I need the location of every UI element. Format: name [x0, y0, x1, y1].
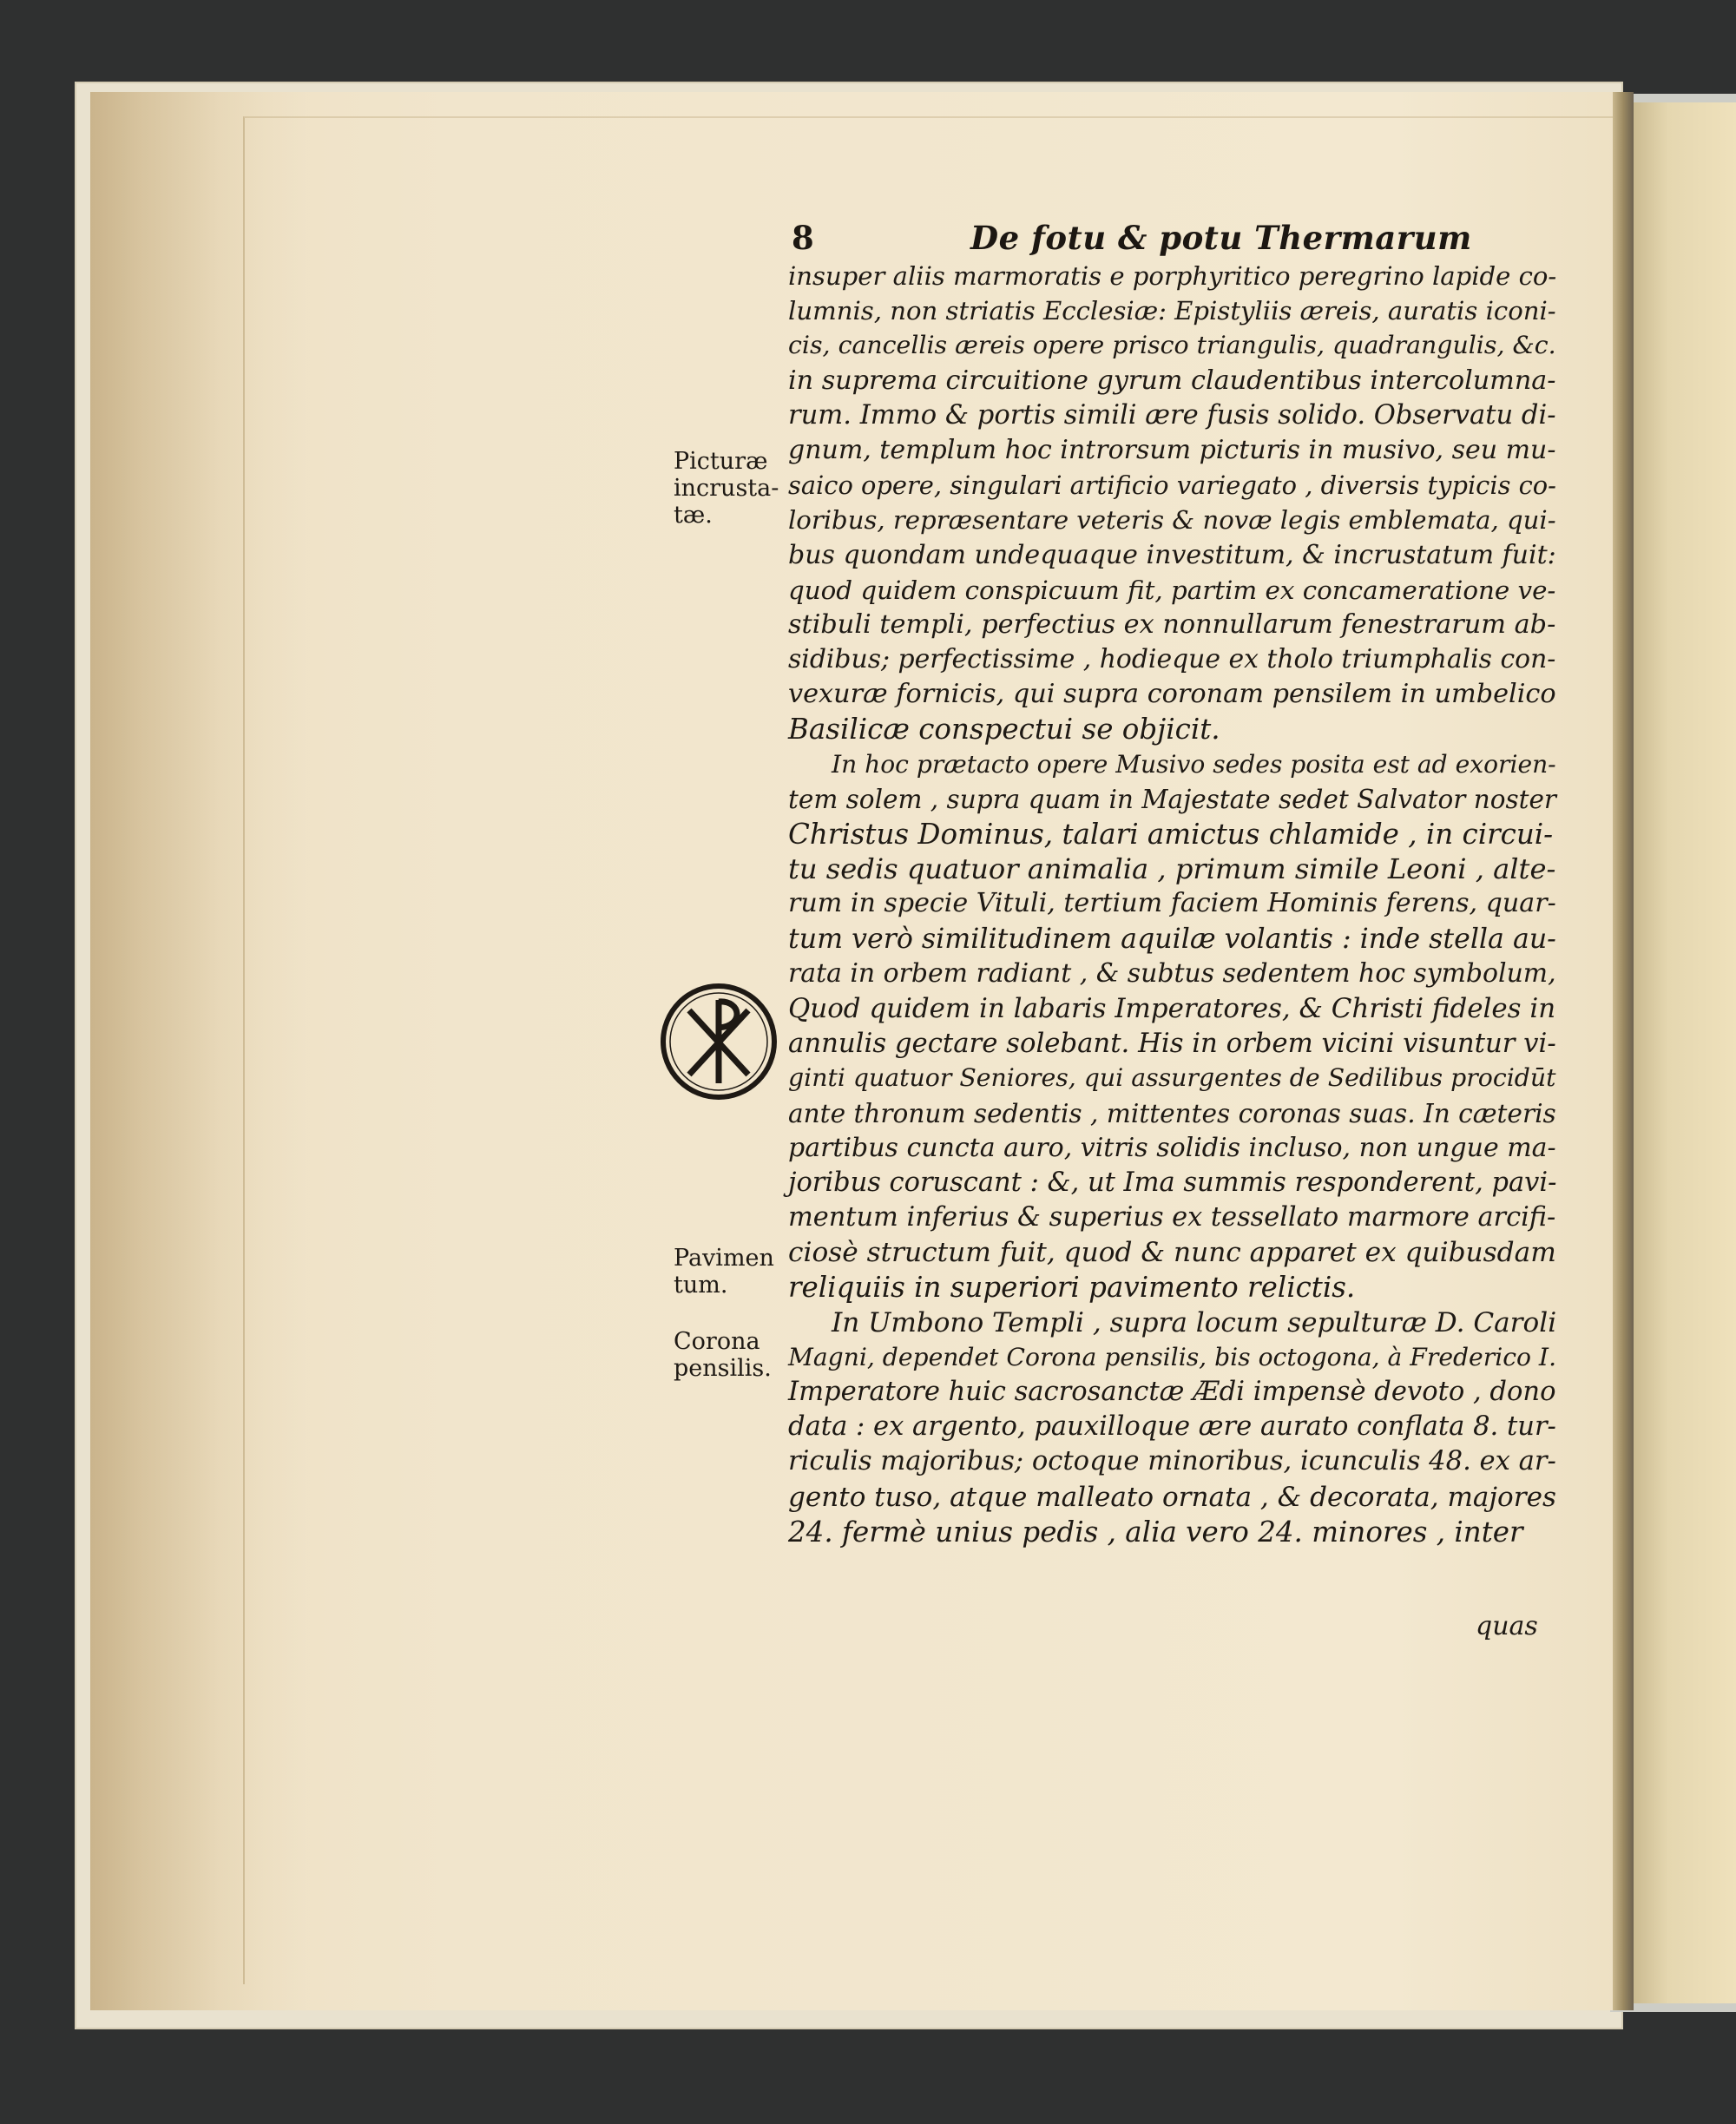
marginal-line: tum.	[674, 1272, 728, 1299]
marginal-line: Picturæ	[674, 448, 768, 475]
text-line: saico opere, singulari artificio variegato , diversis typicis co-	[788, 470, 1556, 501]
text-line: quod quidem conspicuum fit, partim ex concameratione ve-	[788, 575, 1556, 605]
text-line: rum in specie Vituli, tertium faciem Hominis ferens, quar-	[788, 888, 1556, 919]
book-gutter	[1613, 92, 1634, 2010]
text-line: mentum inferius & superius ex tessellato marmore arcifi-	[788, 1202, 1556, 1233]
text-line: tem solem , supra quam in Majestate sedet Salvator noster	[788, 784, 1557, 814]
text-line: ciosè structum fuit, quod & nunc apparet ex quibusdam	[788, 1237, 1556, 1269]
marginal-note-corona	[674, 1328, 772, 1382]
text-line: data : ex argento, pauxilloque ære aurato conflata 8. tur-	[788, 1411, 1556, 1443]
page-number: 8	[792, 219, 814, 257]
running-header	[788, 219, 1552, 264]
text-line: riculis majoribus; octoque minoribus, icunculis 48. ex ar-	[788, 1446, 1556, 1477]
marginal-line: Pavimen	[674, 1245, 774, 1272]
text-line: joribus coruscant : &, ut Ima summis responderent, pavi-	[788, 1167, 1557, 1198]
running-title: De fotu & potu Thermarum	[970, 219, 1472, 257]
text-line: insuper aliis marmoratis e porphyritico peregrino lapide co-	[788, 261, 1557, 291]
catchword: quas	[1476, 1611, 1538, 1641]
text-line: In hoc prætacto opere Musivo sedes posita est ad exorien-	[832, 749, 1556, 779]
text-line: tu sedis quatuor animalia , primum simile Leoni , alte-	[788, 852, 1556, 886]
chi-rho-icon	[658, 981, 779, 1102]
text-line: vexuræ fornicis, qui supra coronam pensilem in umbelico	[788, 679, 1556, 710]
facing-page-edge	[1632, 102, 1736, 2003]
text-line: in suprema circuitione gyrum claudentibus intercolumna-	[788, 365, 1556, 396]
text-line: rata in orbem radiant , & subtus sedentem hoc symbolum,	[788, 957, 1556, 989]
text-line: Magni, dependet Corona pensilis, bis octogona, à Frederico I.	[788, 1342, 1557, 1371]
text-line: gnum, templum hoc introrsum picturis in musivo, seu mu-	[788, 434, 1556, 465]
marginal-note-picturae	[674, 448, 779, 529]
text-line: loribus, repræsentare veteris & novæ legis emblemata, qui-	[788, 505, 1556, 536]
body-text	[788, 259, 1556, 1549]
text-line: tum verò similitudinem aquilæ volantis : inde stella au-	[788, 923, 1556, 955]
marginal-line: Corona	[674, 1328, 760, 1355]
text-line: cis, cancellis æreis opere prisco triangulis, quadrangulis, &c.	[788, 331, 1556, 360]
text-line: bus quondam undequaque investitum, & incrustatum fuit:	[788, 539, 1556, 570]
text-line: 24. fermè unius pedis , alia vero 24. minores , inter	[788, 1515, 1523, 1549]
text-line: stibuli templi, perfectius ex nonnullarum fenestrarum ab-	[788, 608, 1556, 640]
text-line: partibus cuncta auro, vitris solidis incluso, non ungue ma-	[788, 1132, 1556, 1163]
text-line: sidibus; perfectissime , hodieque ex tholo triumphalis con-	[788, 644, 1556, 675]
marginal-line: tæ.	[674, 502, 713, 529]
text-line: ginti quatuor Seniores, qui assurgentes de Sedilibus procidūt	[788, 1063, 1556, 1093]
text-line: annulis gectare solebant. His in orbem vicini visuntur vi-	[788, 1028, 1556, 1060]
text-line: Basilicæ conspectui se objicit.	[788, 713, 1220, 746]
text-line: Imperatore huic sacrosanctæ Ædi impensè devoto , dono	[788, 1377, 1556, 1407]
text-line: gento tuso, atque malleato ornata , & decorata, majores	[788, 1481, 1556, 1513]
text-line: rum. Immo & portis simili ære fusis solido. Observatu di-	[788, 399, 1556, 431]
text-line: reliquiis in superiori pavimento relictis.	[788, 1271, 1356, 1305]
text-line: Quod quidem in labaris Imperatores, & Christi fideles in	[788, 992, 1556, 1024]
text-line: Christus Dominus, talari amictus chlamide , in circui-	[788, 818, 1554, 851]
text-line: In Umbono Templi , supra locum sepulturæ D. Caroli	[832, 1306, 1557, 1338]
marginal-note-pavimentum	[674, 1245, 774, 1299]
text-line: ante thronum sedentis , mittentes coronas suas. In cæteris	[788, 1098, 1556, 1128]
text-line: lumnis, non striatis Ecclesiæ: Epistyliis æreis, auratis iconi-	[788, 296, 1556, 326]
marginal-line: incrusta-	[674, 475, 779, 502]
marginal-line: pensilis.	[674, 1355, 772, 1382]
